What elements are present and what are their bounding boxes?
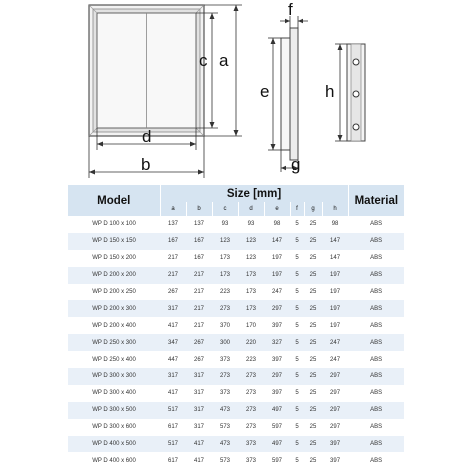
cell-g: 25 [309,289,317,295]
cell-f: 5 [295,238,299,245]
cell-e: 397 [271,390,282,397]
cell-e: 497 [271,407,282,414]
cell-b: 217 [193,305,204,312]
table-row [68,419,404,436]
cell-material: ABS [370,221,383,228]
cell-e: 98 [273,221,281,228]
side-view-flange [290,28,298,160]
cell-h: 197 [330,322,341,329]
cell-h: 397 [330,441,341,448]
cell-d: 173 [245,272,256,279]
table-row [68,334,404,351]
cell-f: 5 [295,272,299,279]
technical-drawing [0,0,470,185]
cell-b: 217 [193,322,204,329]
cell-a: 517 [167,407,178,414]
cell-material: ABS [370,424,383,431]
cell-b: 417 [193,441,204,448]
cell-f: 5 [295,339,299,346]
header-col-f: f [290,202,304,216]
label-a: a [219,51,229,70]
header-col-a: a [160,202,186,216]
cell-f: 5 [295,373,299,380]
cell-h: 147 [330,238,341,245]
cell-e: 597 [271,457,282,464]
cell-g: 25 [309,441,317,448]
cell-e: 147 [271,238,282,245]
cell-g: 25 [309,238,317,245]
cell-e: 327 [271,339,282,346]
cell-a: 217 [167,255,178,262]
table-row [68,317,404,334]
cell-c: 473 [219,441,230,448]
header-col-b: b [186,202,212,216]
cell-b: 267 [193,339,204,346]
cell-a: 417 [167,322,178,329]
cell-f: 5 [295,305,299,312]
hinge-middle [353,91,359,97]
cell-c: 173 [219,255,230,262]
cell-g: 25 [309,221,317,228]
cell-g: 25 [309,322,317,329]
cell-material: ABS [370,238,383,245]
cell-g: 25 [309,373,317,380]
cell-material: ABS [370,407,383,414]
table-row [68,267,404,284]
label-e: e [260,82,270,101]
cell-model: WP D 250 x 400 [92,356,136,363]
cell-material: ABS [370,390,383,397]
cell-material: ABS [370,356,383,363]
cell-c: 300 [219,339,230,346]
hinge-bottom [353,124,359,130]
cell-d: 373 [245,441,256,448]
cell-e: 497 [271,441,282,448]
table-row [68,436,404,453]
cell-e: 397 [271,356,282,363]
cell-b: 317 [193,390,204,397]
cell-c: 573 [219,424,230,431]
cell-h: 297 [330,373,341,380]
cell-g: 25 [309,424,317,431]
cell-c: 223 [219,289,230,295]
cell-b: 317 [193,424,204,431]
cell-model: WP D 250 x 300 [92,339,136,346]
cell-e: 297 [271,373,282,380]
header-col-e: e [264,202,290,216]
table-row [68,233,404,250]
cell-material: ABS [370,339,383,346]
cell-b: 317 [193,373,204,380]
cell-h: 197 [330,289,341,295]
cell-f: 5 [295,289,299,295]
cell-c: 123 [219,238,230,245]
cell-e: 197 [271,272,282,279]
cell-b: 417 [193,457,204,464]
header-col-g: g [304,202,322,216]
cell-c: 273 [219,305,230,312]
side-view-body [281,38,290,150]
cell-f: 5 [295,255,299,262]
cell-h: 98 [331,221,339,228]
label-c: c [199,51,208,70]
cell-b: 167 [193,255,204,262]
cell-a: 617 [167,457,178,464]
cell-e: 197 [271,255,282,262]
cell-c: 173 [219,272,230,279]
table-row [68,368,404,385]
cell-model: WP D 200 x 250 [92,289,136,295]
label-g: g [291,155,301,174]
cell-d: 220 [245,339,256,346]
cell-c: 273 [219,373,230,380]
cell-e: 297 [271,305,282,312]
cell-d: 123 [245,238,256,245]
cell-c: 573 [219,457,230,464]
cell-b: 217 [193,272,204,279]
cell-d: 223 [245,356,256,363]
cell-f: 5 [295,356,299,363]
table-row [68,385,404,402]
cell-a: 167 [167,238,178,245]
cell-h: 197 [330,272,341,279]
cell-model: WP D 300 x 500 [92,407,136,414]
cell-c: 370 [219,322,230,329]
cell-d: 273 [245,373,256,380]
label-d: d [142,127,152,146]
cell-model: WP D 300 x 400 [92,390,136,397]
cell-model: WP D 400 x 500 [92,441,136,448]
label-b: b [141,155,151,174]
cell-b: 317 [193,407,204,414]
cell-h: 247 [330,356,341,363]
cell-f: 5 [295,390,299,397]
table-row [68,402,404,419]
cell-d: 273 [245,424,256,431]
header-size: Size [mm] [160,185,348,202]
cell-model: WP D 300 x 600 [92,424,136,431]
cell-model: WP D 100 x 100 [92,221,136,228]
cell-e: 247 [271,289,282,295]
cell-c: 93 [221,221,229,228]
cell-h: 297 [330,390,341,397]
table-row [68,300,404,317]
cell-f: 5 [295,407,299,414]
cell-b: 217 [193,289,204,295]
cell-e: 397 [271,322,282,329]
header-model: Model [68,185,160,216]
cell-a: 217 [167,272,178,279]
cell-g: 25 [309,272,317,279]
cell-material: ABS [370,289,383,295]
cell-g: 25 [309,390,317,397]
cell-h: 147 [330,255,341,262]
header-col-c: c [212,202,238,216]
cell-h: 297 [330,424,341,431]
cell-model: WP D 200 x 400 [92,322,136,329]
dimension-f [280,16,308,28]
cell-f: 5 [295,457,299,464]
cell-f: 5 [295,441,299,448]
cell-g: 25 [309,305,317,312]
cell-d: 173 [245,289,256,295]
cell-c: 373 [219,356,230,363]
cell-f: 5 [295,424,299,431]
cell-f: 5 [295,221,299,228]
cell-d: 170 [245,322,256,329]
cell-d: 93 [247,221,255,228]
cell-model: WP D 150 x 200 [92,255,136,262]
cell-g: 25 [309,407,317,414]
cell-d: 273 [245,407,256,414]
cell-c: 473 [219,407,230,414]
cell-b: 137 [193,221,204,228]
table-row [68,351,404,368]
cell-model: WP D 150 x 150 [92,238,136,245]
table-row [68,284,404,301]
cell-a: 517 [167,441,178,448]
cell-model: WP D 200 x 200 [92,272,136,279]
cell-a: 317 [167,373,178,380]
hinge-top [353,59,359,65]
cell-f: 5 [295,322,299,329]
label-f: f [288,0,293,19]
cell-d: 373 [245,457,256,464]
cell-a: 137 [167,221,178,228]
cell-b: 267 [193,356,204,363]
cell-a: 317 [167,305,178,312]
table-row [68,250,404,267]
cell-h: 247 [330,339,341,346]
header-col-h: h [322,202,348,216]
cell-d: 123 [245,255,256,262]
cell-material: ABS [370,255,383,262]
cell-material: ABS [370,305,383,312]
cell-g: 25 [309,457,317,464]
cell-h: 197 [330,305,341,312]
cell-h: 297 [330,407,341,414]
cell-a: 417 [167,390,178,397]
cell-d: 273 [245,390,256,397]
cell-d: 173 [245,305,256,312]
cell-a: 267 [167,289,178,295]
table-row [68,452,404,469]
header-material: Material [348,185,404,216]
cell-model: WP D 400 x 600 [92,457,136,464]
cell-model: WP D 200 x 300 [92,305,136,312]
cell-e: 597 [271,424,282,431]
dimension-e [268,38,281,150]
cell-c: 373 [219,390,230,397]
cell-g: 25 [309,356,317,363]
cell-material: ABS [370,457,383,464]
cell-model: WP D 300 x 300 [92,373,136,380]
cell-a: 617 [167,424,178,431]
cell-a: 347 [167,339,178,346]
dimension-a [204,5,242,136]
cell-material: ABS [370,322,383,329]
cell-a: 447 [167,356,178,363]
cell-material: ABS [370,441,383,448]
table-row [68,216,404,233]
cell-g: 25 [309,255,317,262]
cell-h: 397 [330,457,341,464]
header-col-d: d [238,202,264,216]
cell-material: ABS [370,272,383,279]
cell-g: 25 [309,339,317,346]
dimension-table [68,185,404,469]
dimension-h [335,44,347,141]
cell-b: 167 [193,238,204,245]
label-h: h [325,82,335,101]
cell-material: ABS [370,373,383,380]
